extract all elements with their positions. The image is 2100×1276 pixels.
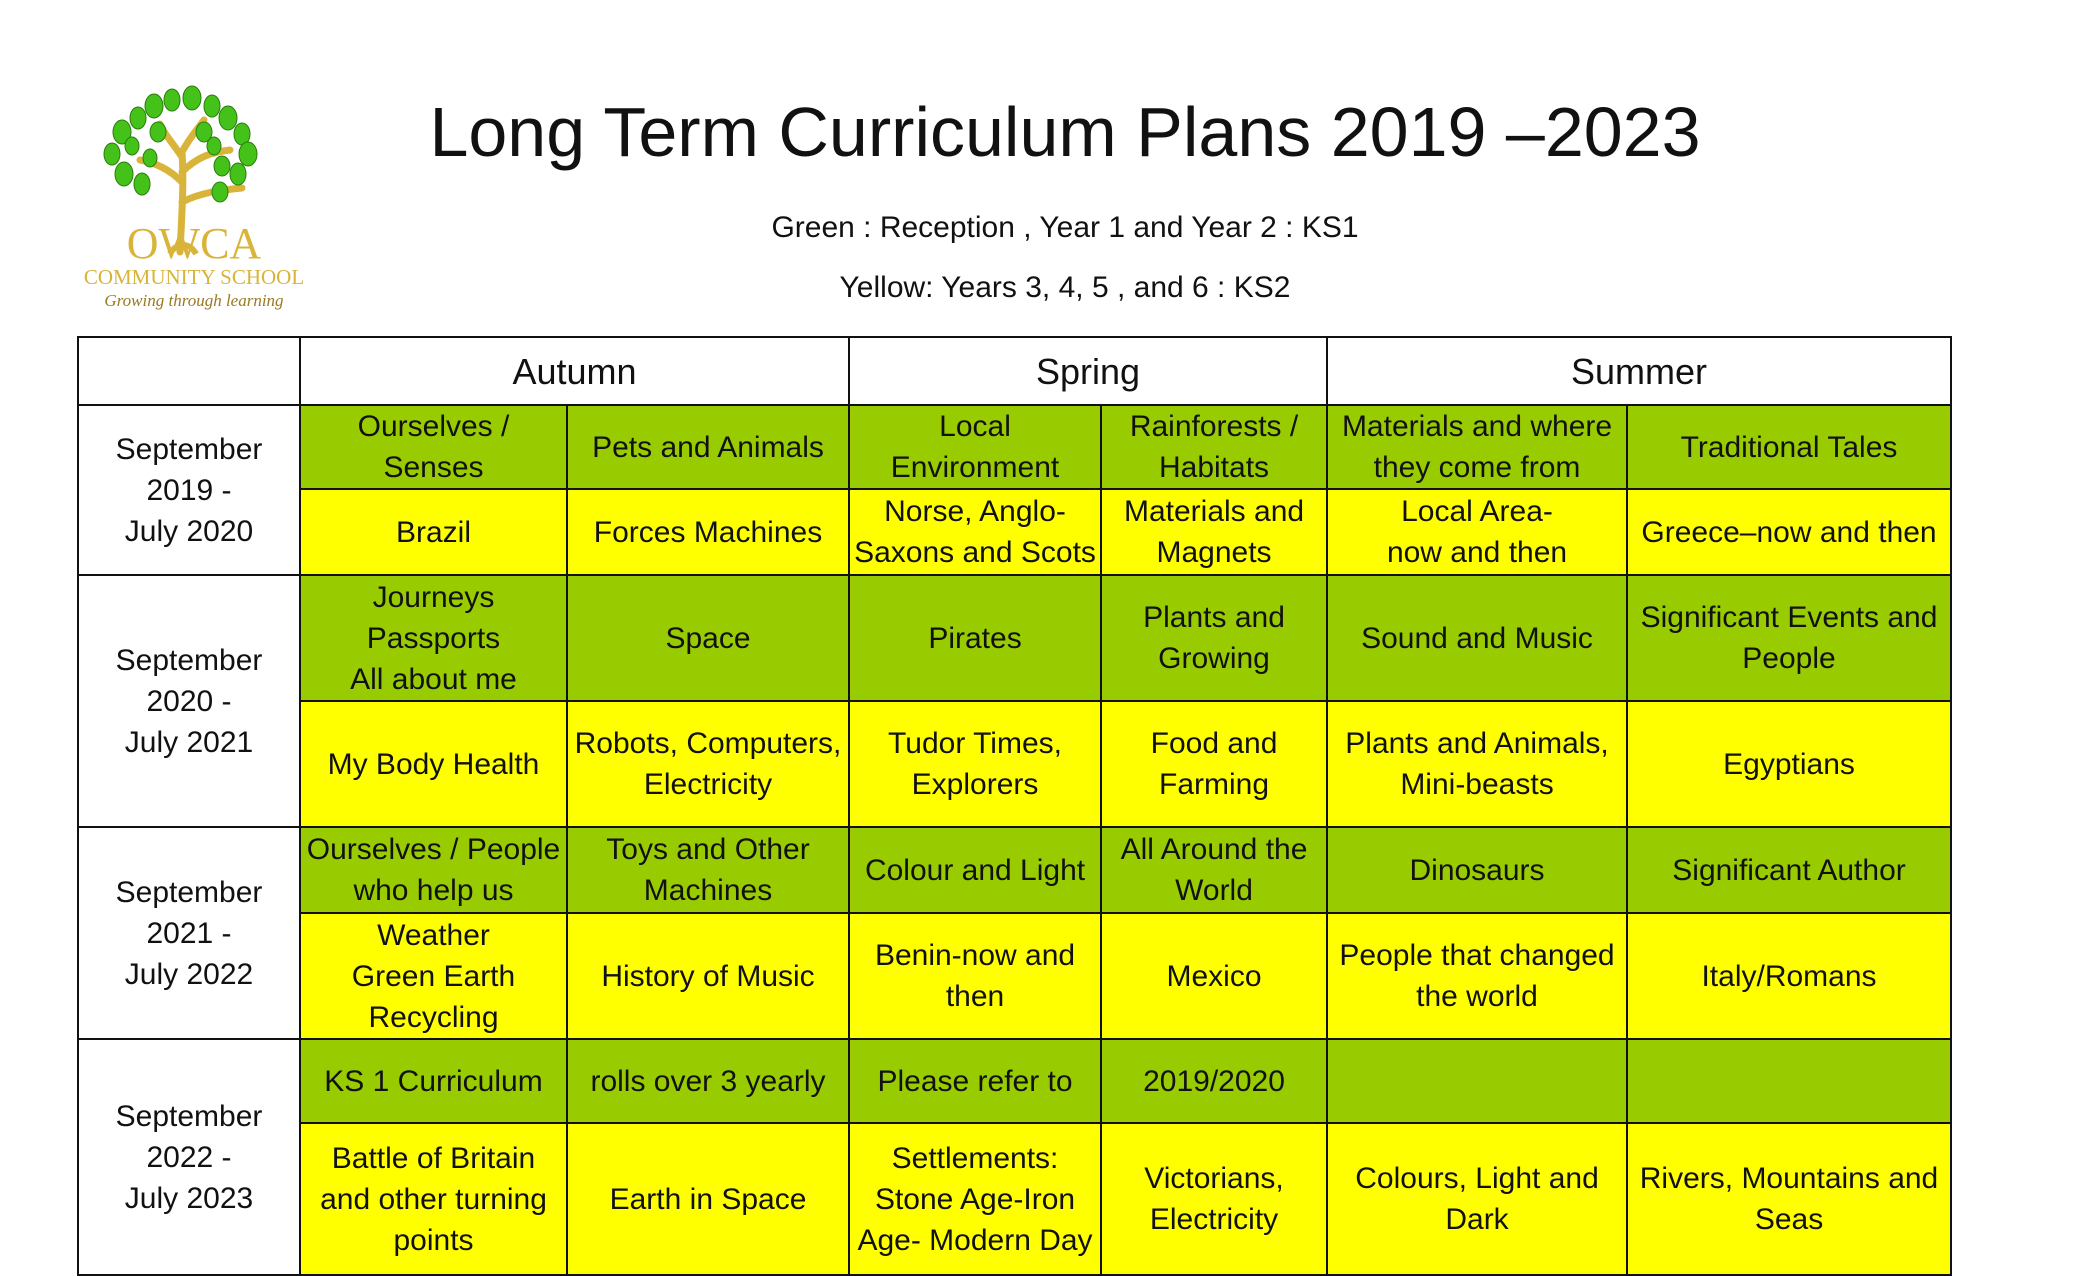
key-yellow: Yellow: Years 3, 4, 5 , and 6 : KS2 — [839, 271, 1291, 304]
topic-line: Pirates — [928, 621, 1022, 655]
topic-line: now and then — [1386, 536, 1568, 569]
topic-line: Ourselves / Senses — [357, 410, 510, 484]
topic-cell — [567, 1039, 849, 1123]
topic-cell — [567, 575, 849, 701]
topic-line: Tudor Times, — [888, 727, 1062, 760]
topic-line: Forces Machines — [593, 515, 823, 549]
year-label-line: July 2022 — [124, 957, 254, 991]
topic-cell — [849, 913, 1101, 1039]
year-1-green-row — [78, 405, 1951, 489]
topic-line: Materials and — [1123, 495, 1305, 528]
topic-line: Mini-beasts — [1400, 768, 1554, 801]
topic-line: Victorians, — [1144, 1162, 1284, 1195]
topic-line: History of Music — [601, 959, 815, 993]
topic-line: Significant Events and — [1640, 601, 1938, 634]
topic-line: they come from — [1373, 451, 1581, 484]
year-label — [78, 1039, 300, 1275]
term-spring: Spring — [849, 337, 1327, 405]
year-2-green-row — [78, 575, 1951, 701]
topic-line: Age- Modern Day — [857, 1223, 1093, 1257]
topic-line: Colour and Light — [864, 853, 1086, 887]
page-title: Long Term Curriculum Plans 2019 –2023 — [429, 93, 1701, 171]
topic-cell — [300, 489, 567, 575]
topic-line: Saxons and Scots — [854, 536, 1096, 569]
topic-line: Plants and Animals, — [1345, 727, 1609, 760]
topic-line: rolls over 3 yearly — [590, 1064, 826, 1098]
topic-cell — [849, 1123, 1101, 1275]
year-label-line: September — [115, 432, 263, 466]
topic-cell — [1627, 1123, 1951, 1275]
topic-line: Please refer to — [877, 1064, 1073, 1098]
topic-cell — [300, 405, 567, 489]
topic-line: Earth in Space — [609, 1182, 807, 1216]
topic-line: 2019/2020 — [1143, 1064, 1285, 1098]
topic-line: Greece–now and then — [1641, 515, 1937, 549]
topic-cell — [1101, 405, 1327, 489]
school-logo — [72, 62, 332, 322]
topic-line: Growing — [1158, 642, 1270, 675]
topic-line: Benin-now and — [874, 939, 1076, 972]
topic-cell — [1101, 827, 1327, 913]
topic-line: points — [393, 1223, 474, 1257]
year-label-line: July 2021 — [124, 725, 254, 759]
topic-line: Traditional Tales — [1680, 430, 1898, 464]
topic-line: Green Earth — [351, 959, 516, 993]
topic-cell — [1101, 913, 1327, 1039]
topic-cell — [1101, 1039, 1327, 1123]
topic-line: Machines — [643, 874, 773, 907]
svg-text:OWCA: OWCA — [126, 219, 262, 268]
topic-line: Materials and where — [1341, 410, 1613, 443]
topic-line: who help us — [353, 874, 514, 907]
topic-cell — [1101, 1123, 1327, 1275]
topic-cell — [300, 827, 567, 913]
table-corner — [78, 337, 300, 405]
topic-line: Recycling — [368, 1000, 499, 1034]
topic-cell — [1327, 913, 1627, 1039]
topic-line: All Around the — [1120, 833, 1308, 866]
topic-cell — [1327, 827, 1627, 913]
year-2-yellow-row — [78, 701, 1951, 827]
year-label-line: 2022 - — [146, 1140, 232, 1174]
topic-line: Seas — [1754, 1203, 1824, 1236]
topic-line: Norse, Anglo- — [884, 495, 1066, 528]
topic-line: Significant Author — [1672, 853, 1906, 887]
svg-text:Growing through learning: Growing through learning — [104, 291, 284, 310]
topic-cell — [567, 827, 849, 913]
topic-line: Colours, Light and — [1355, 1162, 1599, 1195]
topic-line: World — [1175, 874, 1253, 907]
topic-cell — [1327, 405, 1627, 489]
topic-cell — [567, 489, 849, 575]
topic-line: People that changed — [1339, 939, 1615, 972]
year-label — [78, 405, 300, 575]
topic-line: Sound and Music — [1361, 621, 1593, 655]
topic-line: Rivers, Mountains and — [1639, 1162, 1939, 1195]
curriculum-table — [77, 336, 1952, 1276]
topic-line: and other turning — [320, 1182, 547, 1216]
topic-line: My Body Health — [327, 747, 540, 781]
year-label-line: 2021 - — [146, 916, 232, 950]
topic-line: the world — [1416, 980, 1538, 1013]
year-label-line: 2019 - — [146, 473, 232, 507]
year-4-green-row — [78, 1039, 1951, 1123]
topic-cell — [1327, 701, 1627, 827]
topic-cell — [567, 1123, 849, 1275]
topic-cell — [1627, 913, 1951, 1039]
topic-line: Local Area- — [1401, 495, 1553, 528]
topic-cell — [1327, 1039, 1627, 1123]
term-autumn: Autumn — [300, 337, 849, 405]
topic-cell — [1101, 701, 1327, 827]
topic-cell — [1627, 575, 1951, 701]
topic-cell — [1627, 827, 1951, 913]
topic-line: Magnets — [1156, 536, 1272, 569]
topic-cell — [300, 701, 567, 827]
topic-line: Dinosaurs — [1409, 853, 1545, 887]
svg-text:COMMUNITY SCHOOL: COMMUNITY SCHOOL — [83, 265, 305, 289]
year-1-yellow-row — [78, 489, 1951, 575]
year-label-line: September — [115, 1099, 263, 1133]
topic-cell — [849, 405, 1101, 489]
topic-line: Mexico — [1166, 959, 1262, 993]
topic-line: Battle of Britain — [331, 1141, 536, 1175]
year-label-line: September — [115, 875, 263, 909]
topic-cell — [1327, 489, 1627, 575]
topic-line: Robots, Computers, — [574, 727, 842, 760]
topic-line: then — [945, 980, 1005, 1013]
year-label-line: July 2023 — [124, 1181, 254, 1215]
topic-cell — [849, 575, 1101, 701]
topic-cell — [1327, 575, 1627, 701]
topic-line: Passports — [366, 621, 501, 655]
topic-cell — [1101, 489, 1327, 575]
topic-line: Pets and Animals — [592, 430, 824, 464]
topic-line: People — [1742, 642, 1836, 675]
topic-line: All about me — [350, 662, 517, 696]
topic-cell — [849, 489, 1101, 575]
topic-line: Journeys — [372, 580, 495, 614]
topic-cell — [1101, 575, 1327, 701]
topic-cell — [1627, 1039, 1951, 1123]
topic-cell — [849, 701, 1101, 827]
topic-cell — [849, 1039, 1101, 1123]
topic-line: Electricity — [1149, 1203, 1279, 1236]
topic-line: Environment — [890, 451, 1060, 484]
topic-line: Food and — [1150, 727, 1278, 760]
topic-cell — [849, 827, 1101, 913]
topic-line: Space — [665, 621, 751, 655]
year-label-line: September — [115, 643, 263, 677]
key-green: Green : Reception , Year 1 and Year 2 : KS1 — [771, 211, 1359, 244]
topic-line: Electricity — [643, 768, 773, 801]
topic-line: Local — [939, 410, 1011, 443]
topic-line: Weather — [377, 918, 490, 952]
topic-line: Habitats — [1158, 451, 1270, 484]
topic-line: Ourselves / People — [306, 833, 561, 866]
topic-line: Farming — [1159, 768, 1270, 801]
year-label-line: July 2020 — [124, 514, 254, 548]
topic-cell — [1627, 489, 1951, 575]
year-3-green-row — [78, 827, 1951, 913]
topic-cell — [567, 405, 849, 489]
topic-line: Rainforests / — [1129, 410, 1299, 443]
topic-cell — [300, 575, 567, 701]
term-summer: Summer — [1327, 337, 1951, 405]
year-label — [78, 827, 300, 1039]
topic-cell — [300, 1039, 567, 1123]
year-3-yellow-row — [78, 913, 1951, 1039]
topic-line: Egyptians — [1723, 747, 1855, 781]
topic-cell — [1627, 701, 1951, 827]
topic-line: Toys and Other — [606, 833, 810, 866]
year-label-line: 2020 - — [146, 684, 232, 718]
topic-cell — [1627, 405, 1951, 489]
topic-cell — [567, 913, 849, 1039]
topic-cell — [567, 701, 849, 827]
year-4-yellow-row — [78, 1123, 1951, 1275]
topic-line: Dark — [1445, 1203, 1509, 1236]
topic-line: Stone Age-Iron — [874, 1182, 1076, 1216]
topic-line: Explorers — [911, 768, 1039, 801]
tree-logo-icon — [72, 62, 332, 322]
topic-line: Settlements: — [891, 1141, 1059, 1175]
topic-line: KS 1 Curriculum — [324, 1064, 543, 1098]
topic-cell — [300, 913, 567, 1039]
topic-cell — [1327, 1123, 1627, 1275]
topic-line: Brazil — [395, 515, 471, 549]
topic-line: Italy/Romans — [1701, 959, 1877, 993]
topic-cell — [300, 1123, 567, 1275]
topic-line: Plants and — [1143, 601, 1285, 634]
year-label — [78, 575, 300, 827]
